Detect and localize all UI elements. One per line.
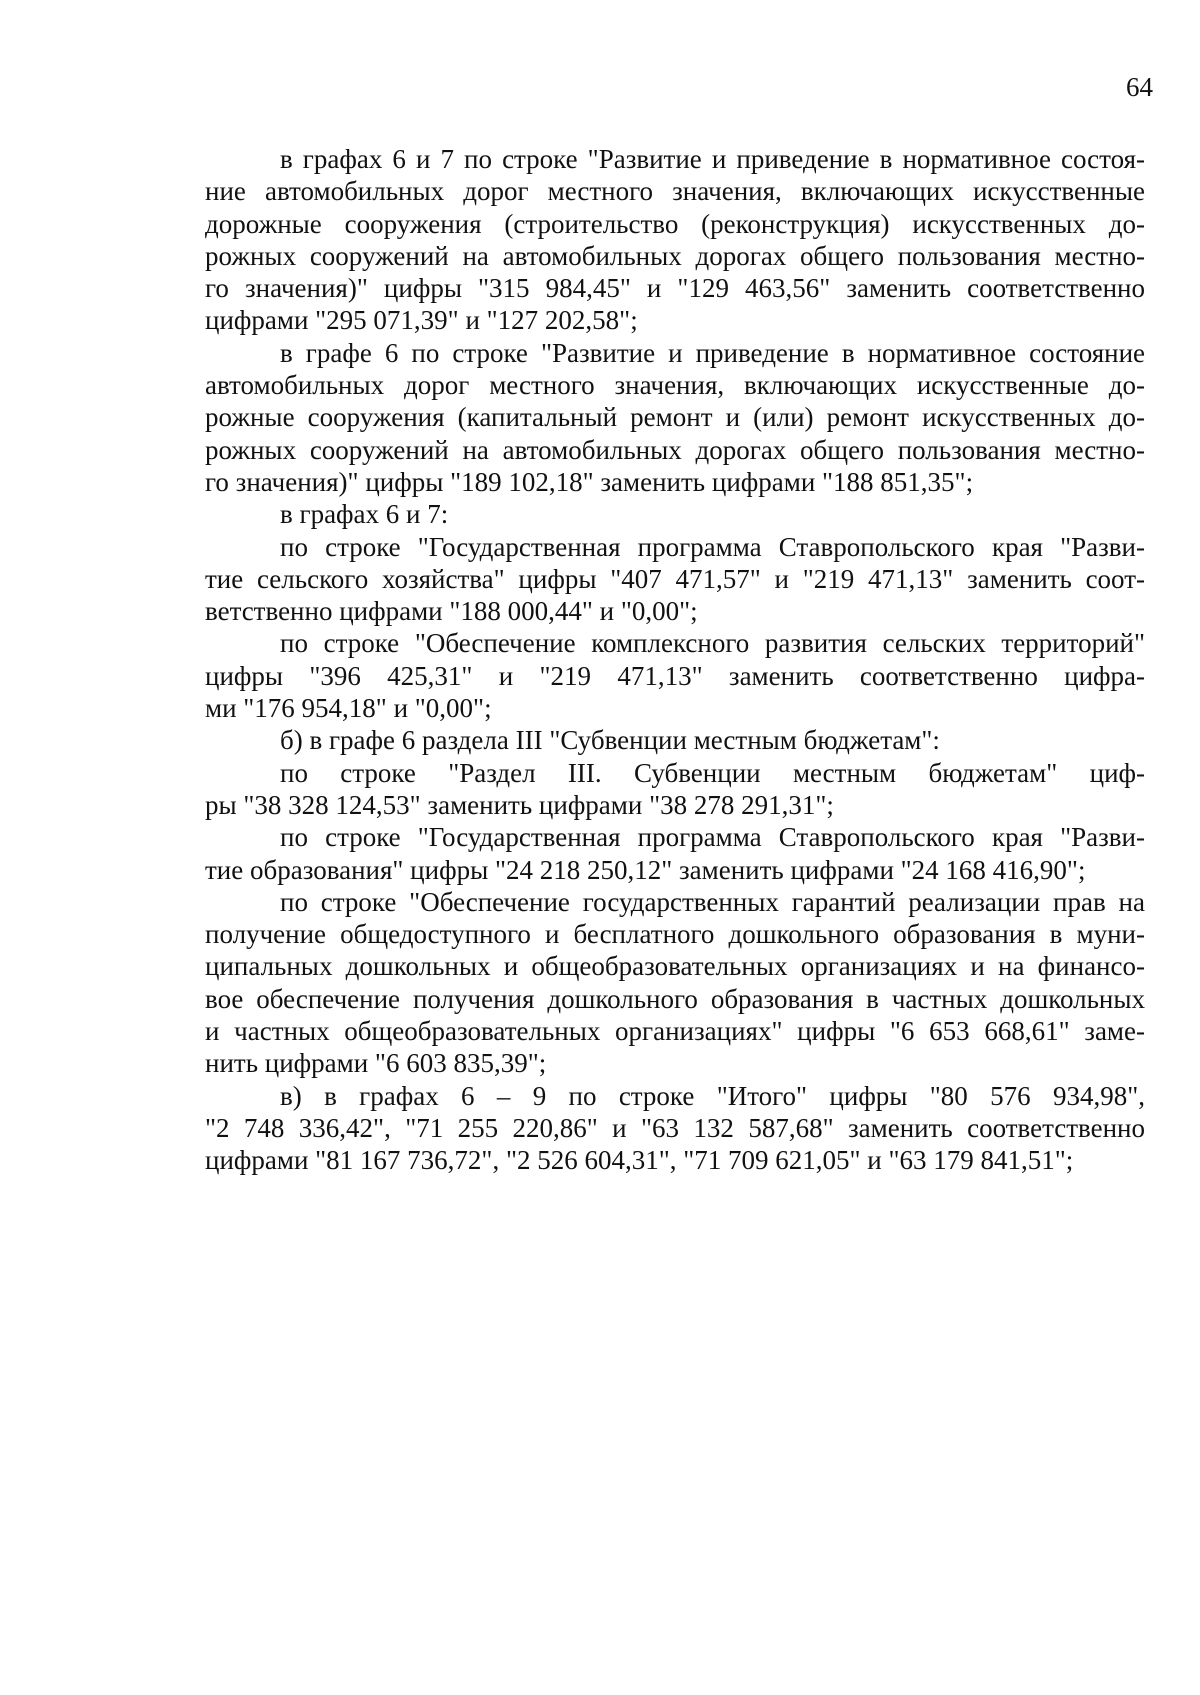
page-number: 64 bbox=[1126, 72, 1153, 102]
text-line: б) в графе 6 раздела III "Субвенции местным бюджетам": bbox=[280, 725, 940, 756]
text-line: рожные сооружения (капитальный ремонт и (или) ремонт искусственных до- bbox=[205, 402, 1145, 433]
text-line: по строке "Государственная программа Ставропольского края "Разви- bbox=[280, 822, 1145, 853]
text-line: дорожные сооружения (строительство (реконструкция) искусственных до- bbox=[205, 208, 1145, 239]
text-line: по строке "Обеспечение комплексного развития сельских территорий" bbox=[280, 628, 1145, 659]
text-line: го значения)" цифры "189 102,18" заменить цифрами "188 851,35"; bbox=[205, 466, 974, 497]
text-line: в) в графах 6 – 9 по строке "Итого" цифры "80 576 934,98", bbox=[280, 1080, 1145, 1111]
text-line: получение общедоступного и бесплатного дошкольного образования в муни- bbox=[205, 919, 1145, 950]
text-line: нить цифрами "6 603 835,39"; bbox=[205, 1048, 547, 1079]
text-line: в графе 6 по строке "Развитие и приведение в нормативное состояние bbox=[280, 337, 1145, 368]
text-line: цифры "396 425,31" и "219 471,13" заменить соответственно цифра- bbox=[205, 660, 1145, 691]
text-line: рожных сооружений на автомобильных дорогах общего пользования местно- bbox=[205, 434, 1145, 465]
text-line: го значения)" цифры "315 984,45" и "129 463,56" заменить соответственно bbox=[205, 273, 1145, 304]
text-line: в графах 6 и 7 по строке "Развитие и приведение в нормативное состоя- bbox=[280, 144, 1145, 174]
text-line: тие образования" цифры "24 218 250,12" заменить цифрами "24 168 416,90"; bbox=[205, 854, 1086, 885]
text-line: автомобильных дорог местного значения, включающих искусственные до- bbox=[205, 370, 1145, 401]
text-line: в графах 6 и 7: bbox=[280, 499, 449, 530]
text-line: тие сельского хозяйства" цифры "407 471,57" и "219 471,13" заменить соот- bbox=[205, 563, 1145, 594]
text-line: и частных общеобразовательных организациях" цифры "6 653 668,61" заме- bbox=[205, 1016, 1145, 1047]
text-line: рожных сооружений на автомобильных дорогах общего пользования местно- bbox=[205, 240, 1145, 271]
text-line: по строке "Раздел III. Субвенции местным бюджетам" циф- bbox=[280, 757, 1145, 788]
text-line: ципальных дошкольных и общеобразовательных организациях и на финансо- bbox=[205, 951, 1145, 982]
text-line: ветственно цифрами "188 000,44" и "0,00"; bbox=[205, 596, 698, 627]
text-line: цифрами "295 071,39" и "127 202,58"; bbox=[205, 305, 638, 336]
text-line: цифрами "81 167 736,72", "2 526 604,31", "71 709 621,05" и "63 179 841,51"; bbox=[205, 1145, 1074, 1176]
text-line: вое обеспечение получения дошкольного образования в частных дошкольных bbox=[205, 983, 1145, 1014]
text-line: по строке "Государственная программа Ставропольского края "Разви- bbox=[280, 531, 1145, 562]
text-line: ми "176 954,18" и "0,00"; bbox=[205, 693, 492, 724]
text-line: по строке "Обеспечение государственных гарантий реализации прав на bbox=[280, 886, 1145, 917]
text-line: ры "38 328 124,53" заменить цифрами "38 278 291,31"; bbox=[205, 789, 834, 820]
text-line: ние автомобильных дорог местного значения, включающих искусственные bbox=[205, 176, 1145, 207]
body-text bbox=[205, 143, 1145, 1177]
text-line: "2 748 336,42", "71 255 220,86" и "63 132 587,68" заменить соответственно bbox=[205, 1112, 1145, 1143]
